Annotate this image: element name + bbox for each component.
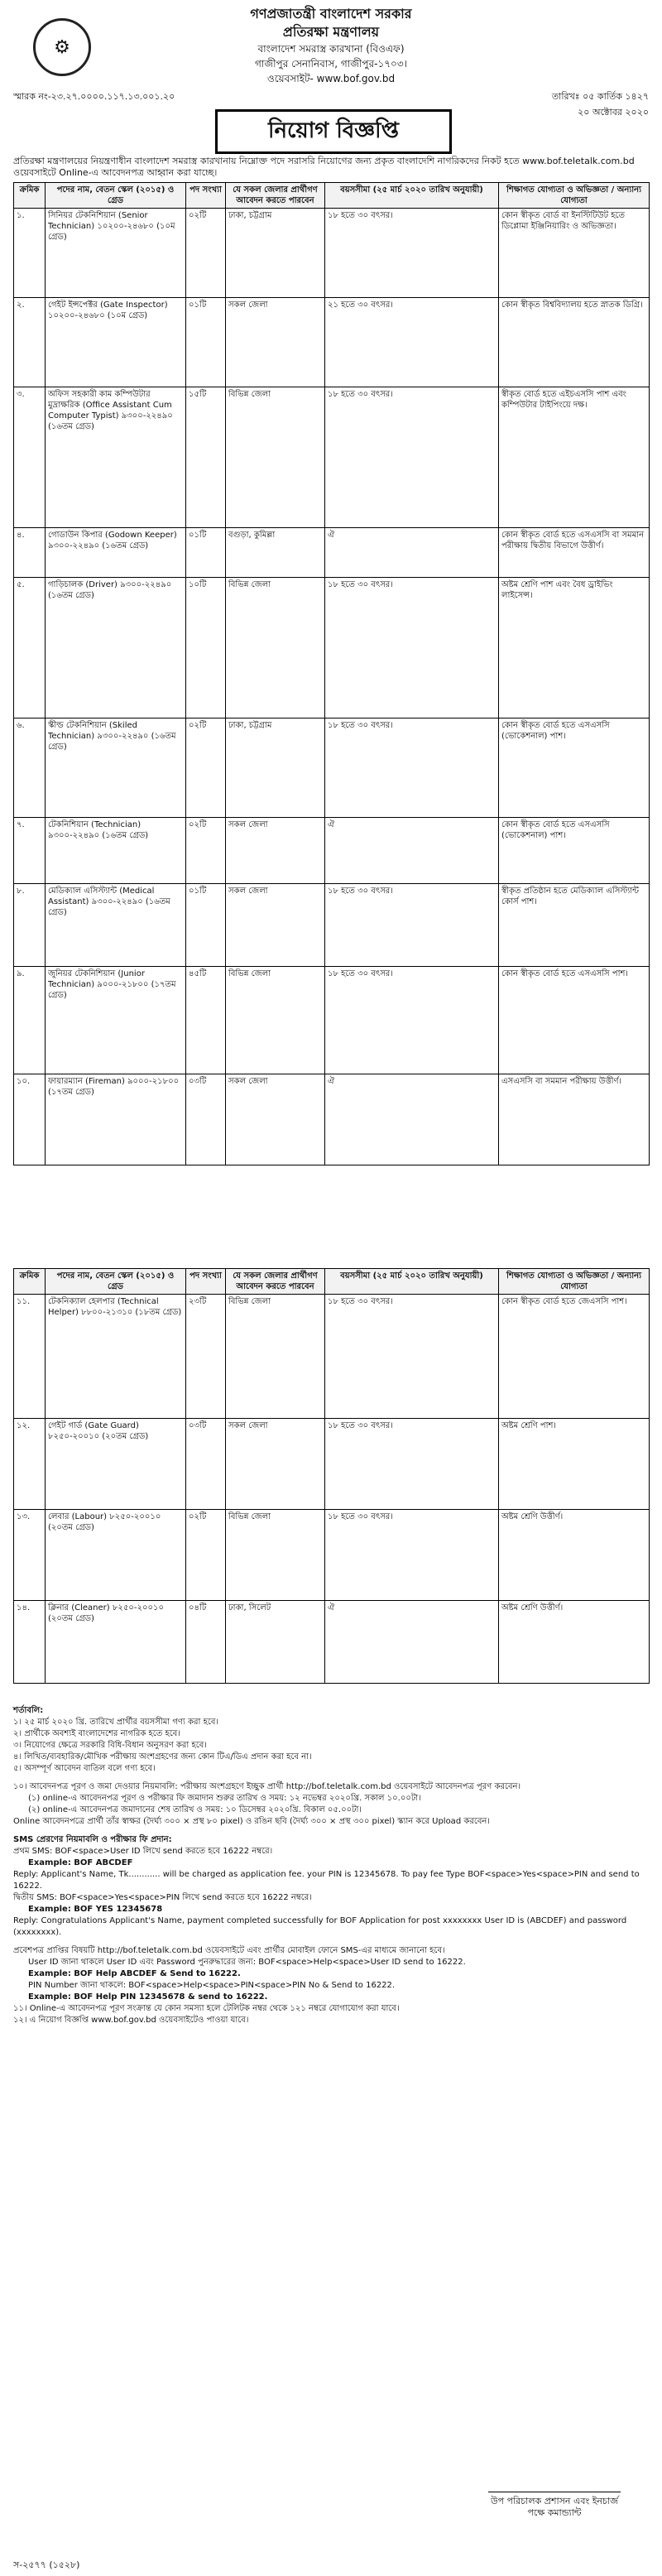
row-count: ০১টি [186,884,226,967]
table-row [14,967,650,1074]
table-row [14,298,650,387]
row-age: ১৮ হতে ৩০ বৎসর। [325,209,499,298]
row-districts: বিভিন্ন জেলা [226,1510,325,1601]
row-districts: সকল জেলা [226,1074,325,1165]
row-post: গেইট ইন্সপেক্টর (Gate Inspector) ১০২০০-২৪৬৮০ (১০ম গ্রেড) [46,298,186,387]
row-education: অষ্টম শ্রেণি পাশ। [499,1419,650,1510]
date-block [552,89,649,121]
help-example-1: Example: BOF Help ABCDEF & Send to 16222. [28,1969,241,1978]
row-post: অফিস সহকারী কাম কম্পিউটার মুদ্রাক্ষরিক (Office Assistant Cum Computer Typist) ৯৩০০-২২৪৯০ (১৬তম গ্রেড) [46,387,186,528]
row-districts: সকল জেলা [226,298,325,387]
signature-line2: পক্ষে কমান্ড্যান্ট [527,2507,582,2518]
intro-text: প্রতিরক্ষা মন্ত্রণালয়ের নিয়ন্ত্রণাধীন বাংলাদেশ সমরাস্ত্র কারখানায় নিম্নোক্ত পদে সরাসরি নিয়োগের জন্য প্রকৃত বাংলাদেশি নাগরিকদের নিকট হতে www.bof.teletalk.com.bd ওয়েবসাইটে Online-এ আবেদনপত্র আহ্বান করা যাচ্ছে। [13,156,635,178]
table-row [14,578,650,718]
table-row [14,884,650,967]
row-age: ১৮ হতে ৩০ বৎসর। [325,1419,499,1510]
row-age: ঐ [325,818,499,884]
row-education: অষ্টম শ্রেণি পাশ এবং বৈধ ড্রাইভিং লাইসেন্স। [499,578,650,718]
header-line1: গণপ্রজাতন্ত্রী বাংলাদেশ সরকার [250,6,412,22]
signature-icon [488,2477,621,2492]
conditions-heading: শর্তাবলি: [13,1706,44,1715]
header-line3: বাংলাদেশ সমরাস্ত্র কারখানা (বিওএফ) [257,43,405,55]
positions-table-1 [13,182,650,1165]
row-districts: বিভিন্ন জেলা [226,387,325,528]
last-note-1: ১১। Online-এ আবেদনপত্র পূরণ সংক্রান্ত যে কোন সমস্যা হলে টেলিটক নম্বর থেকে ১২১ নম্বরে যোগাযোগ করা যাবে। [13,2004,400,2013]
date-item: (১) online-এ আবেদনপত্র পূরণ ও পরীক্ষার ফি জমাদান শুরুর তারিখ ও সময়: ১২ নভেম্বর ২০২০খ্রি. সকাল ১০.০০টা। [28,1794,421,1803]
row-post: গোডাউন কিপার (Godown Keeper) ৯৩০০-২২৪৯০ (১৬তম গ্রেড) [46,528,186,578]
conditions-section [13,1705,649,2026]
row-count: ০২টি [186,209,226,298]
row-post: ফায়ারম্যান (Fireman) ৯০০০-২১৮০০ (১৭তম গ্রেড) [46,1074,186,1165]
row-count: ৪৫টি [186,967,226,1074]
condition-item: ৩। নিয়োগের ক্ষেত্রে সরকারি বিধি-বিধান অনুসরণ করা হবে। [13,1741,207,1750]
row-count: ০২টি [186,718,226,818]
table-row [14,1510,650,1601]
sms-step-2: দ্বিতীয় SMS: BOF<space>Yes<space>PIN লিখে send করতে হবে 16222 নম্বরে। [13,1893,312,1902]
row-no: ২. [14,298,46,387]
row-education: কোন স্বীকৃত বোর্ড হতে এসএসসি বা সমমান পরীক্ষায় দ্বিতীয় বিভাগে উত্তীর্ণ। [499,528,650,578]
row-education: কোন স্বীকৃত বোর্ড হতে এসএসসি (ভোকেশনাল) পাশ। [499,718,650,818]
date-item: (২) online-এ আবেদনপত্র জমাদানের শেষ তারিখ ও সময়: ১০ ডিসেম্বর ২০২০খ্রি. বিকাল ০৫.০০টা। [28,1805,362,1814]
online-instructions: ১০। আবেদনপত্র পূরণ ও জমা দেওয়ার নিয়মাবলি: পরীক্ষায় অংশগ্রহণে ইচ্ছুক প্রার্থী http://bof.teletalk.com.bd ওয়েবসাইটে আবেদনপত্র পূরণ করবেন। [13,1782,521,1791]
condition-item: ২। প্রার্থীকে অবশ্যই বাংলাদেশের নাগরিক হতে হবে। [13,1729,180,1738]
row-no: ১০. [14,1074,46,1165]
row-districts: ঢাকা, চট্টগ্রাম [226,209,325,298]
header-line4: গাজীপুর সেনানিবাস, গাজীপুর-১৭০৩। [255,58,407,70]
header-education: শিক্ষাগত যোগ্যতা ও অভিজ্ঞতা / অন্যান্য যোগ্যতা [499,183,650,209]
table-row [14,1074,650,1165]
row-age: ১৮ হতে ৩০ বৎসর। [325,1510,499,1601]
row-count: ০১টি [186,298,226,387]
row-count: ০৩টি [186,1419,226,1510]
reference-line [13,89,649,118]
row-count: ০২টি [186,1510,226,1601]
ref-number: স্মারক নং-২৩.২৭.০০০০.১১৭.১৩.০০১.২০ [13,91,175,102]
row-no: ৩. [14,387,46,528]
row-districts: সকল জেলা [226,1419,325,1510]
row-districts: বগুড়া, কুমিল্লা [226,528,325,578]
row-age: ১৮ হতে ৩০ বৎসর। [325,387,499,528]
row-no: ৪. [14,528,46,578]
row-districts: ঢাকা, সিলেট [226,1601,325,1684]
row-count: ০১টি [186,528,226,578]
row-districts: বিভিন্ন জেলা [226,578,325,718]
row-age: ঐ [325,1074,499,1165]
row-post: গেইট গার্ড (Gate Guard) ৮২৫০-২০০১০ (২০তম গ্রেড) [46,1419,186,1510]
row-count: ২৩টি [186,1295,226,1419]
row-age: ১৮ হতে ৩০ বৎসর। [325,1295,499,1419]
notice-title: নিয়োগ বিজ্ঞপ্তি [215,109,452,154]
row-count: ১০টি [186,578,226,718]
row-districts: সকল জেলা [226,818,325,884]
photo-instructions: Online আবেদনপত্রে প্রার্থী তাঁর স্বাক্ষর (দৈর্ঘ্য ৩০০ × প্রস্থ ৮০ pixel) ও রঙিন ছবি (দৈর্ঘ্য ৩০০ × প্রস্থ ৩০০ pixel) স্ক্যান করে Upload করবেন। [13,1817,490,1826]
row-age: ২১ হতে ৩০ বৎসর। [325,298,499,387]
sms-reply-2: Reply: Congratulations Applicant's Name, payment completed successfully for BOF Application for post xxxxxxxx User ID is (ABCDEF) and password (xxxxxxxx). [13,1916,627,1937]
help-step-2: PIN Number জানা থাকলে: BOF<space>Help<space>PIN<space>PIN No & Send to 16222. [28,1981,396,1990]
signature-line1: উপ পরিচালক প্রশাসন এবং ইনচার্জ [491,2496,618,2506]
row-education: এসএসসি বা সমমান পরীক্ষায় উত্তীর্ণ। [499,1074,650,1165]
row-districts: বিভিন্ন জেলা [226,1295,325,1419]
table-header-row [14,183,650,209]
condition-item: ৪। লিখিত/ব্যবহারিক/মৌখিক পরীক্ষায় অংশগ্রহণের জন্য কোন টিএ/ডিএ প্রদান করা হবে না। [13,1752,312,1761]
condition-item: ৫। অসম্পূর্ণ আবেদন বাতিল বলে গণ্য হবে। [13,1764,156,1773]
row-post: সিনিয়র টেকনিশিয়ান (Senior Technician) ১০২০০-২৪৬৮০ (১০ম গ্রেড) [46,209,186,298]
positions-table-2 [13,1268,650,1684]
table-row [14,718,650,818]
row-education: অষ্টম শ্রেণি উত্তীর্ণ। [499,1510,650,1601]
table-row [14,818,650,884]
row-post: ক্লিনার (Cleaner) ৮২৫০-২০০১০ (২০তম গ্রেড) [46,1601,186,1684]
row-no: ১. [14,209,46,298]
row-education: অষ্টম শ্রেণি উত্তীর্ণ। [499,1601,650,1684]
row-education: কোন স্বীকৃত বোর্ড হতে এসএসসি (ভোকেশনাল) পাশ। [499,818,650,884]
header-no: ক্রমিক [14,1269,46,1295]
header-post: পদের নাম, বেতন স্কেল (২০১৫) ও গ্রেড [46,183,186,209]
help-example-2: Example: BOF Help PIN 12345678 & send to 16222. [28,1992,268,2002]
row-education: কোন স্বীকৃত বোর্ড বা ইনস্টিটিউট হতে ডিপ্লোমা ইঞ্জিনিয়ারিং ও অভিজ্ঞতা। [499,209,650,298]
row-education: স্বীকৃত বোর্ড হতে এইচএসসি পাশ এবং কম্পিউটার টাইপিংয়ে দক্ষ। [499,387,650,528]
sms-step-1: প্রথম SMS: BOF<space>User ID লিখে send করতে হবে 16222 নম্বরে। [13,1847,273,1856]
row-age: ঐ [325,1601,499,1684]
row-education: কোন স্বীকৃত বোর্ড হতে এসএসসি পাশ। [499,967,650,1074]
header-line2: প্রতিরক্ষা মন্ত্রণালয় [282,24,380,40]
header-age: বয়সসীমা (২৫ মার্চ ২০২০ তারিখ অনুযায়ী) [325,1269,499,1295]
row-age: ১৮ হতে ৩০ বৎসর। [325,967,499,1074]
row-no: ৫. [14,578,46,718]
row-no: ৭. [14,818,46,884]
row-no: ৯. [14,967,46,1074]
row-no: ১৩. [14,1510,46,1601]
row-post: জুনিয়র টেকনিশিয়ান (Junior Technician) ৯০০০-২১৮০০ (১৭তম গ্রেড) [46,967,186,1074]
header-count: পদ সংখ্যা [186,1269,226,1295]
header-website: ওয়েবসাইট- www.bof.gov.bd [266,73,396,84]
row-age: ঐ [325,528,499,578]
row-districts: সকল জেলা [226,884,325,967]
row-education: কোন স্বীকৃত বোর্ড হতে জেএসসি পাশ। [499,1295,650,1419]
table-row [14,1419,650,1510]
table-header-row [14,1269,650,1295]
row-education: কোন স্বীকৃত বিশ্ববিদ্যালয় হতে স্নাতক ডিগ্রি। [499,298,650,387]
table-row [14,528,650,578]
header-count: পদ সংখ্যা [186,183,226,209]
row-post: টেকনিক্যাল হেলপার (Technical Helper) ৮৮০০-২১৩১০ (১৮তম গ্রেড) [46,1295,186,1419]
row-no: ৬. [14,718,46,818]
row-post: লেবার (Labour) ৮২৫০-২০০১০ (২০তম গ্রেড) [46,1510,186,1601]
row-post: মেডিক্যাল এসিস্ট্যান্ট (Medical Assistant) ৯৩০০-২২৪৯০ (১৬তম গ্রেড) [46,884,186,967]
date-english: ২০ অক্টোবর ২০২০ [578,107,649,118]
row-post: স্কীল্ড টেকনিশিয়ান (Skiled Technician) ৯৩০০-২২৪৯০ (১৬তম গ্রেড) [46,718,186,818]
table-row [14,387,650,528]
row-no: ১২. [14,1419,46,1510]
table-row [14,209,650,298]
row-count: ১৫টি [186,387,226,528]
row-districts: বিভিন্ন জেলা [226,967,325,1074]
row-count: ০৩টি [186,1074,226,1165]
row-no: ১১. [14,1295,46,1419]
row-count: ০২টি [186,818,226,884]
row-age: ১৮ হতে ৩০ বৎসর। [325,578,499,718]
footer-code: স-২৫৭৭ (১৫২৮) [13,2559,80,2570]
row-age: ১৮ হতে ৩০ বৎসর। [325,884,499,967]
header-no: ক্রমিক [14,183,46,209]
date-bangla: তারিখঃ ০৫ কার্তিক ১৪২৭ [551,91,649,102]
row-count: ০৪টি [186,1601,226,1684]
header-age: বয়সসীমা (২৫ মার্চ ২০২০ তারিখ অনুযায়ী) [325,183,499,209]
header-districts: যে সকল জেলার প্রার্থীগণ আবেদন করতে পারবেন [226,183,325,209]
sms-example-1: Example: BOF ABCDEF [28,1858,133,1867]
header-education: শিক্ষাগত যোগ্যতা ও অভিজ্ঞতা / অন্যান্য যোগ্যতা [499,1269,650,1295]
sms-heading: SMS প্রেরণের নিয়মাবলি ও পরীক্ষার ফি প্রদান: [13,1835,172,1844]
sms-reply-1: Reply: Applicant's Name, Tk............ will be charged as application fee. your PIN is 12345678. To pay fee Type BOF<space>Yes<space>PIN and send to 16222. [13,1870,640,1891]
header-districts: যে সকল জেলার প্রার্থীগণ আবেদন করতে পারবেন [226,1269,325,1295]
help-step-1: User ID জানা থাকলে User ID এবং Password পুনরুদ্ধারের জন্য: BOF<space>Help<space>User ID send to 16222. [28,1958,466,1967]
last-note-2: ১২। এ নিয়োগ বিজ্ঞপ্তি www.bof.gov.bd ওয়েবসাইটেও পাওয়া যাবে। [13,2016,249,2025]
emblem-icon: ⚙ [33,18,91,76]
table-row [14,1295,650,1419]
row-age: ১৮ হতে ৩০ বৎসর। [325,718,499,818]
table-row [14,1601,650,1684]
sms-example-2: Example: BOF YES 12345678 [28,1905,163,1914]
condition-item: ১। ২৫ মার্চ ২০২০ খ্রি. তারিখে প্রার্থীর বয়সসীমা গণ্য করা হবে। [13,1718,219,1727]
admit-card-info: প্রবেশপত্র প্রাপ্তির বিষয়টি http://bof.teletalk.com.bd ওয়েবসাইটে এবং প্রার্থীর মোবাইল ফোনে SMS-এর মাধ্যমে জানানো হবে। [13,1946,445,1955]
row-post: গাড়িচালক (Driver) ৯৩০০-২২৪৯০ (১৬তম গ্রেড) [46,578,186,718]
row-no: ১৪. [14,1601,46,1684]
signature-block [463,2477,645,2519]
header-post: পদের নাম, বেতন স্কেল (২০১৫) ও গ্রেড [46,1269,186,1295]
row-post: টেকনিশিয়ান (Technician) ৯৩০০-২২৪৯০ (১৬তম গ্রেড) [46,818,186,884]
row-no: ৮. [14,884,46,967]
row-education: স্বীকৃত প্রতিষ্ঠান হতে মেডিক্যাল এসিস্ট্যান্ট কোর্স পাশ। [499,884,650,967]
row-districts: ঢাকা, চট্টগ্রাম [226,718,325,818]
